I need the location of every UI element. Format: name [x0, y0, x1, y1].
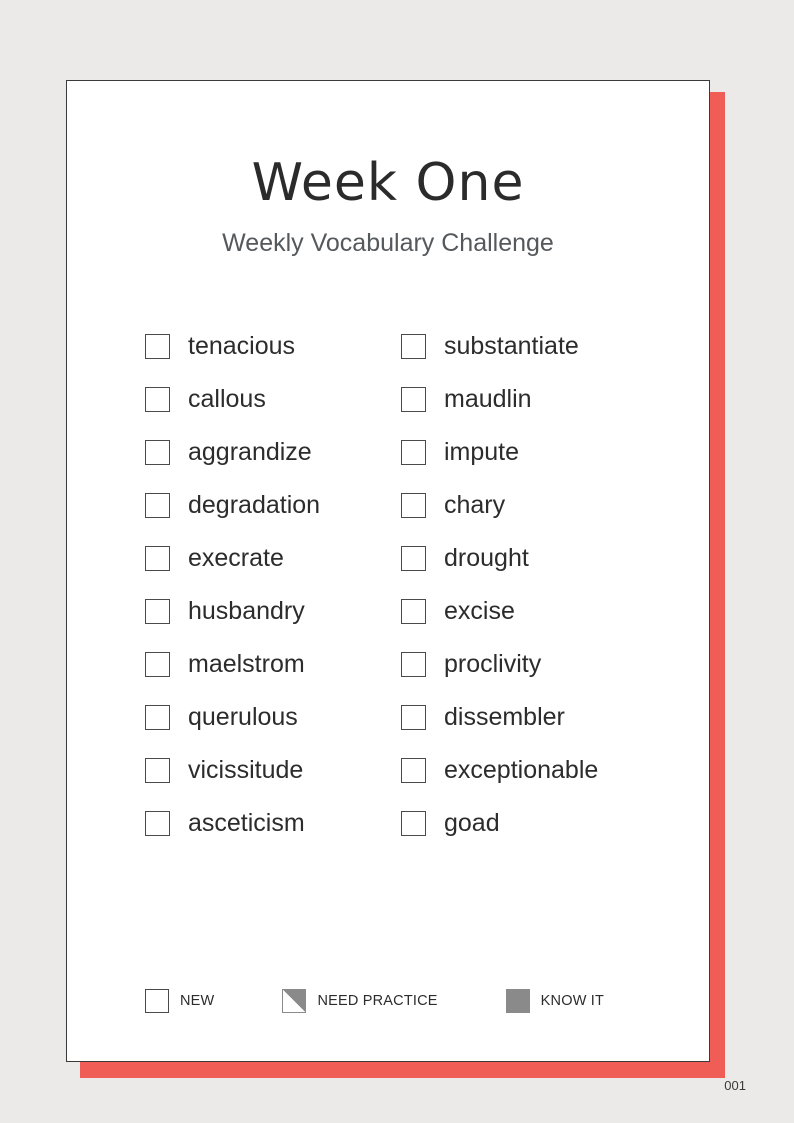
list-item[interactable] — [145, 532, 383, 585]
word-label: substantiate — [444, 332, 579, 360]
checkbox-icon[interactable] — [145, 546, 170, 571]
page-number: 001 — [724, 1078, 746, 1093]
vocabulary-card — [66, 80, 710, 1062]
list-item[interactable] — [145, 691, 383, 744]
legend-item-know-it — [506, 989, 604, 1013]
list-item[interactable] — [145, 479, 383, 532]
list-item[interactable] — [401, 479, 639, 532]
list-item[interactable] — [401, 320, 639, 373]
list-item[interactable] — [401, 532, 639, 585]
checkbox-icon[interactable] — [401, 599, 426, 624]
word-label: husbandry — [188, 597, 305, 625]
list-item[interactable] — [401, 638, 639, 691]
list-item[interactable] — [401, 691, 639, 744]
list-item[interactable] — [145, 638, 383, 691]
word-label: asceticism — [188, 809, 305, 837]
checkbox-icon[interactable] — [401, 811, 426, 836]
checkbox-icon[interactable] — [145, 493, 170, 518]
word-label: querulous — [188, 703, 298, 731]
legend-label: NEED PRACTICE — [317, 993, 438, 1009]
list-item[interactable] — [401, 426, 639, 479]
checkbox-icon[interactable] — [401, 440, 426, 465]
page-title: Week One — [251, 153, 525, 213]
legend — [145, 989, 659, 1013]
checkbox-empty-icon — [145, 989, 169, 1013]
legend-label: KNOW IT — [540, 993, 605, 1009]
list-item[interactable] — [145, 320, 383, 373]
list-item[interactable] — [145, 426, 383, 479]
word-label: goad — [444, 809, 500, 837]
list-item[interactable] — [145, 585, 383, 638]
word-checklist — [67, 320, 709, 850]
checkbox-icon[interactable] — [145, 652, 170, 677]
word-label: exceptionable — [444, 756, 599, 784]
checkbox-icon[interactable] — [145, 334, 170, 359]
word-label: maelstrom — [188, 650, 305, 678]
word-label: vicissitude — [188, 756, 304, 784]
list-item[interactable] — [401, 585, 639, 638]
checkbox-icon[interactable] — [145, 440, 170, 465]
checkbox-icon[interactable] — [145, 599, 170, 624]
word-label: aggrandize — [188, 438, 312, 466]
word-label: impute — [444, 438, 520, 466]
checkbox-icon[interactable] — [145, 758, 170, 783]
word-label: drought — [444, 544, 529, 572]
legend-item-new — [145, 989, 214, 1013]
checkbox-half-filled-icon — [282, 989, 306, 1013]
word-label: dissembler — [444, 703, 565, 731]
legend-item-need-practice — [282, 989, 437, 1013]
word-label: degradation — [188, 491, 321, 519]
word-label: maudlin — [444, 385, 532, 413]
checkbox-icon[interactable] — [145, 387, 170, 412]
list-item[interactable] — [401, 373, 639, 426]
checkbox-icon[interactable] — [401, 758, 426, 783]
checkbox-filled-icon — [506, 989, 530, 1013]
list-item[interactable] — [401, 797, 639, 850]
word-label: excise — [444, 597, 515, 625]
checkbox-icon[interactable] — [401, 546, 426, 571]
word-label: callous — [188, 385, 266, 413]
list-item[interactable] — [145, 797, 383, 850]
checkbox-icon[interactable] — [401, 652, 426, 677]
checkbox-icon[interactable] — [145, 811, 170, 836]
legend-label: NEW — [180, 993, 215, 1009]
word-label: chary — [444, 491, 506, 519]
checkbox-icon[interactable] — [145, 705, 170, 730]
list-item[interactable] — [401, 744, 639, 797]
word-label: proclivity — [444, 650, 542, 678]
checkbox-icon[interactable] — [401, 334, 426, 359]
list-item[interactable] — [145, 744, 383, 797]
page-subtitle: Weekly Vocabulary Challenge — [222, 229, 554, 257]
checkbox-icon[interactable] — [401, 387, 426, 412]
checkbox-icon[interactable] — [401, 705, 426, 730]
word-label: tenacious — [188, 332, 296, 360]
list-item[interactable] — [145, 373, 383, 426]
word-label: execrate — [188, 544, 284, 572]
checkbox-icon[interactable] — [401, 493, 426, 518]
